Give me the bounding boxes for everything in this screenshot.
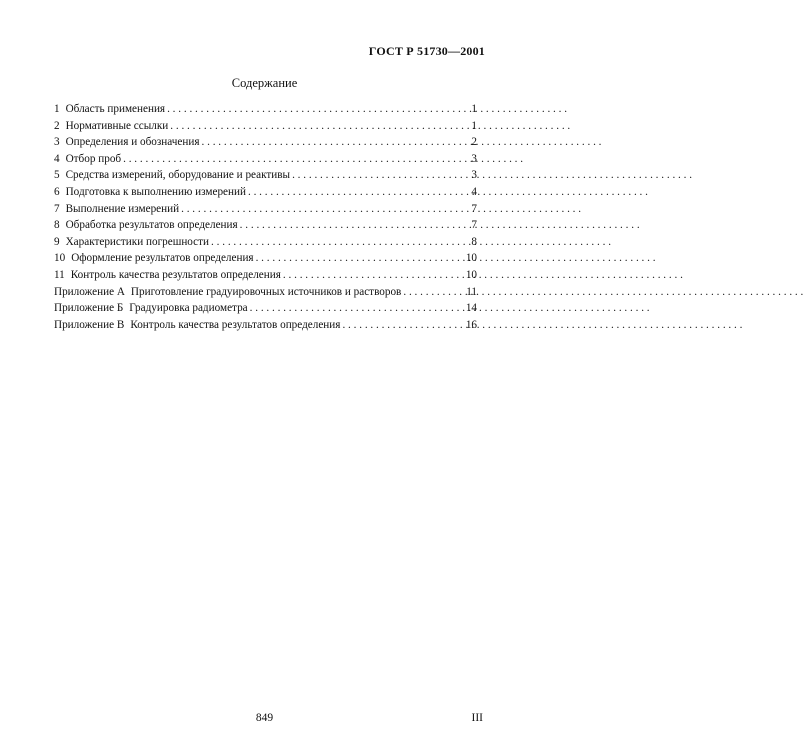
toc-entry-title: Подготовка к выполнению измерений <box>65 185 246 198</box>
toc-entry-page: 4 <box>471 185 477 198</box>
toc-entry-title: Нормативные ссылки <box>65 119 169 132</box>
toc-entry-title: Определения и обозначения <box>65 136 200 149</box>
toc-entry-page: 14 <box>465 302 477 315</box>
toc-leader-dots <box>290 167 461 184</box>
toc-entry-number: 2 <box>54 119 60 132</box>
toc-entry-title: Контроль качества результатов определения <box>130 318 341 331</box>
toc-leader-dots <box>165 101 461 118</box>
toc-entry-page: 16 <box>465 318 477 331</box>
toc-entry-page: 3 <box>471 169 477 182</box>
toc-leader-dots <box>281 267 461 284</box>
toc-entry-page: 1 <box>471 103 477 115</box>
toc-leader-dots <box>238 217 461 234</box>
toc-entry-number: 9 <box>54 235 60 248</box>
toc-leader-dots <box>401 284 461 301</box>
toc-leader-dots <box>254 250 461 267</box>
toc-entry-page: 7 <box>471 219 477 232</box>
toc-leader-dots <box>340 317 461 334</box>
toc-entry-8[interactable] <box>54 217 477 234</box>
toc-entry-1[interactable] <box>54 101 477 118</box>
toc-entry-page: 3 <box>471 152 477 165</box>
toc-entry-appendix-a[interactable] <box>54 284 477 301</box>
toc-entry-page: 10 <box>465 268 477 281</box>
toc-entry-page: 1 <box>471 119 477 132</box>
toc-entry-11[interactable] <box>54 267 477 284</box>
toc-entry-number: Приложение Б <box>54 302 124 315</box>
toc-entry-title: Область применения <box>65 103 166 115</box>
toc-entry-number: 10 <box>54 252 66 265</box>
toc-entry-page: 11 <box>466 285 477 298</box>
toc-entry-appendix-v[interactable] <box>54 317 477 334</box>
toc-entry-9[interactable] <box>54 234 477 251</box>
roman-page-number: III <box>471 712 483 724</box>
toc-leader-dots <box>179 201 461 218</box>
toc-entry-title: Обработка результатов определения <box>65 219 238 232</box>
table-of-contents <box>54 101 477 333</box>
toc-entry-number: 4 <box>54 152 60 165</box>
toc-entry-page: 8 <box>471 235 477 248</box>
toc-entry-number: Приложение А <box>54 285 125 298</box>
toc-entry-page: 2 <box>471 136 477 149</box>
page-number: 849 <box>255 712 274 724</box>
toc-entry-title: Оформление результатов определения <box>71 252 254 265</box>
toc-entry-number: 8 <box>54 219 60 232</box>
toc-entry-title: Приготовление градуировочных источников и растворов <box>130 285 402 298</box>
toc-leader-dots <box>200 134 462 151</box>
toc-entry-7[interactable] <box>54 201 477 218</box>
document-code: ГОСТ Р 51730—2001 <box>368 44 485 58</box>
toc-leader-dots <box>168 118 461 135</box>
toc-entry-appendix-b[interactable] <box>54 300 477 317</box>
toc-entry-page: 10 <box>465 252 477 265</box>
toc-entry-title: Контроль качества результатов определения <box>70 268 281 281</box>
toc-leader-dots <box>248 300 461 317</box>
toc-leader-dots <box>121 151 461 168</box>
toc-entry-number: 6 <box>54 185 60 198</box>
toc-entry-2[interactable] <box>54 118 477 135</box>
toc-entry-10[interactable] <box>54 250 477 267</box>
toc-entry-number: 7 <box>54 202 60 215</box>
toc-leader-dots <box>209 234 461 251</box>
toc-entry-title: Отбор проб <box>65 152 122 165</box>
toc-entry-number: 5 <box>54 169 60 182</box>
toc-entry-4[interactable] <box>54 151 477 168</box>
toc-entry-number: Приложение В <box>54 318 125 331</box>
toc-entry-number: 3 <box>54 136 60 149</box>
toc-entry-number: 1 <box>54 103 60 115</box>
toc-entry-title: Градуировка радиометра <box>129 302 248 315</box>
toc-entry-page: 7 <box>471 202 477 215</box>
toc-entry-number: 11 <box>54 268 65 281</box>
toc-entry-6[interactable] <box>54 184 477 201</box>
toc-entry-3[interactable] <box>54 134 477 151</box>
toc-entry-title: Средства измерений, оборудование и реактивы <box>65 169 291 182</box>
toc-title: Содержание <box>231 76 298 90</box>
toc-leader-dots <box>246 184 461 201</box>
toc-entry-title: Выполнение измерений <box>65 202 180 215</box>
toc-entry-title: Характеристики погрешности <box>65 235 210 248</box>
toc-entry-5[interactable] <box>54 167 477 184</box>
